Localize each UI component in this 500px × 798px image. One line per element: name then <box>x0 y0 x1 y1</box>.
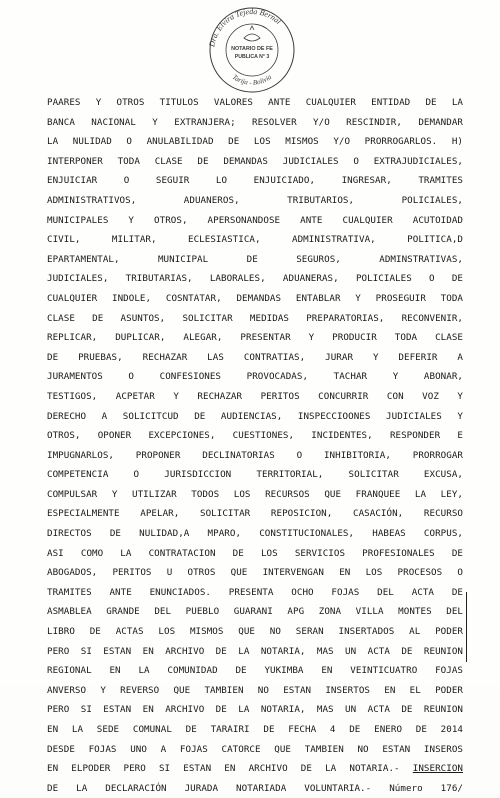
text-line: ESPECIALMENTE APELAR, SOLICITAR REPOSICION, CASACIÓN, RECURSO <box>47 508 463 520</box>
text-line: PERO SI ESTAN EN ARCHIVO DE LA NOTARIA, MAS UN ACTA DE REUNION <box>47 645 463 657</box>
text-line: EN LA SEDE COMUNAL DE TARAIRI DE FECHA 4 DE ENERO DE 2014 <box>47 724 463 735</box>
text-line: REPLICAR, DUPLICAR, ALEGAR, PRESENTAR Y PRODUCIR TODA CLASE <box>47 332 463 344</box>
text-line: MUNICIPALES Y OTROS, APERSONANDOSE ANTE CUALQUIER ACUTOIDAD <box>47 214 463 226</box>
numero-value: 176/ <box>440 782 463 794</box>
notary-seal <box>200 0 304 96</box>
document-body <box>47 93 463 798</box>
seal-office: PUBLICA N° 3 <box>234 54 270 60</box>
insercion-label: INSERCION <box>412 763 463 775</box>
text-line: PERO SI ESTAN EN ARCHIVO DE LA NOTARIA, MAS UN ACTA DE REUNION <box>47 704 463 716</box>
svg-text:Dra. Elvira Tejeda Bernal <box>207 7 283 49</box>
text-line-lead: EN ELPODER PERO SI ESTAN EN ARCHIVO DE LA NOTARIA.- <box>47 763 413 775</box>
text-line: ANVERSO Y REVERSO QUE TAMBIEN NO ESTAN INSERTOS EN EL PODER <box>47 684 463 696</box>
text-line: OTROS, OPONER EXCEPCIONES, CUESTIONES, INCIDENTES, RESPONDER E <box>47 430 463 442</box>
seal-role: NOTARIO DE FE <box>231 46 273 52</box>
final-line <box>47 779 463 798</box>
text-line: TESTIGOS, ACPETAR Y RECHAZAR PERITOS CONCURRIR CON VOZ Y <box>47 390 463 402</box>
text-line: COMPULSAR Y UTILIZAR TODOS LOS RECURSOS QUE FRANQUEE LA LEY, <box>47 488 463 500</box>
seal-emblem-icon <box>244 26 260 41</box>
text-line: PAARES Y OTROS TITULOS VALORES ANTE CUALQUIER ENTIDAD DE LA <box>47 97 463 108</box>
numero-label: Número <box>389 782 423 794</box>
text-line <box>47 759 463 779</box>
text-line: REGIONAL EN LA COMUNIDAD DE YUKIMBA EN VEINTICUATRO FOJAS <box>47 665 463 677</box>
text-line: JURAMENTOS O CONFESIONES PROVOCADAS, TACHAR Y ABONAR, <box>47 371 463 383</box>
svg-text:Tarija - Bolivia <box>231 73 274 87</box>
text-line: INTERPONER TODA CLASE DE DEMANDAS JUDICIALES O EXTRAJUDICIALES, <box>47 155 463 167</box>
text-line: CUALQUIER INDOLE, COSNTATAR, DEMANDAS ENTABLAR Y PROSEGUIR TODA <box>47 292 463 304</box>
text-line: DE PRUEBAS, RECHAZAR LAS CONTRATIAS, JURAR Y DEFERIR A <box>47 351 463 363</box>
text-line: JUDICIALES, TRIBUTARIAS, LABORALES, ADUANERAS, POLICIALES O DE <box>47 273 463 285</box>
text-line: LIBRO DE ACTAS LOS MISMOS QUE NO SERAN INSERTADOS AL PODER <box>47 626 463 638</box>
text-line: IMPUGNARLOS, PROPONER DECLINATORIAS O INHIBITORIA, PRORROGAR <box>47 449 463 461</box>
text-line: ABOGADOS, PERITOS U OTROS QUE INTERVENGAN EN LOS PROCESOS O <box>47 567 463 579</box>
declaration-text: DE LA DECLARACIÓN JURADA NOTARIADA VOLUNTARIA.- <box>47 782 372 794</box>
seal-place: Tarija - Bolivia <box>230 73 274 87</box>
text-line: DERECHO A SOLICITCUD DE AUDIENCIAS, INSPECCIOONES JUDICIALES Y <box>47 410 463 422</box>
text-line: CIVIL, MILITAR, ECLESIASTICA, ADMINISTRATIVA, POLITICA,D <box>47 234 463 246</box>
text-line: ASMABLEA GRANDE DEL PUEBLO GUARANI APG ZONA VILLA MONTES DEL <box>47 606 463 618</box>
text-line: ASI COMO LA CONTRATACION DE LOS SERVICIOS PROFESIONALES DE <box>47 547 463 559</box>
text-line: ADMINISTRATIVOS, ADUANEROS, TRIBUTARIOS, POLICIALES, <box>47 194 463 206</box>
text-line: TRAMITES ANTE ENUNCIADOS. PRESENTA OCHO FOJAS DEL ACTA DE <box>47 586 463 598</box>
text-line: ENJUICIAR O SEGUIR LO ENJUICIADO, INGRESAR, TRAMITES <box>47 175 463 187</box>
text-line: LA NULIDAD O ANULABILIDAD DE LOS MISMOS Y/O PRORROGARLOS. H) <box>47 136 463 148</box>
seal-name: Dra. Elvira Tejeda Bernal <box>207 6 284 48</box>
text-line: DIRECTOS DE NULIDAD,A MPARO, CONSTITUCIONALES, HABEAS CORPUS, <box>47 528 463 540</box>
text-line: DESDE FOJAS UNO A FOJAS CATORCE QUE TAMBIEN NO ESTAN INSEROS <box>47 743 463 755</box>
text-line: CLASE DE ASUNTOS, SOLICITAR MEDIDAS PREPARATORIAS, RECONVENIR, <box>47 312 463 324</box>
margin-rule <box>466 592 467 662</box>
text-line: EPARTAMENTAL, MUNICIPAL DE SEGUROS, ADMINSTRATIVAS, <box>47 253 463 265</box>
text-line: COMPETENCIA O JURISDICCION TERRITORIAL, SOLICITAR EXCUSA, <box>47 469 463 481</box>
text-line: BANCA NACIONAL Y EXTRANJERA; RESOLVER Y/O RESCINDIR, DEMANDAR <box>47 116 463 128</box>
